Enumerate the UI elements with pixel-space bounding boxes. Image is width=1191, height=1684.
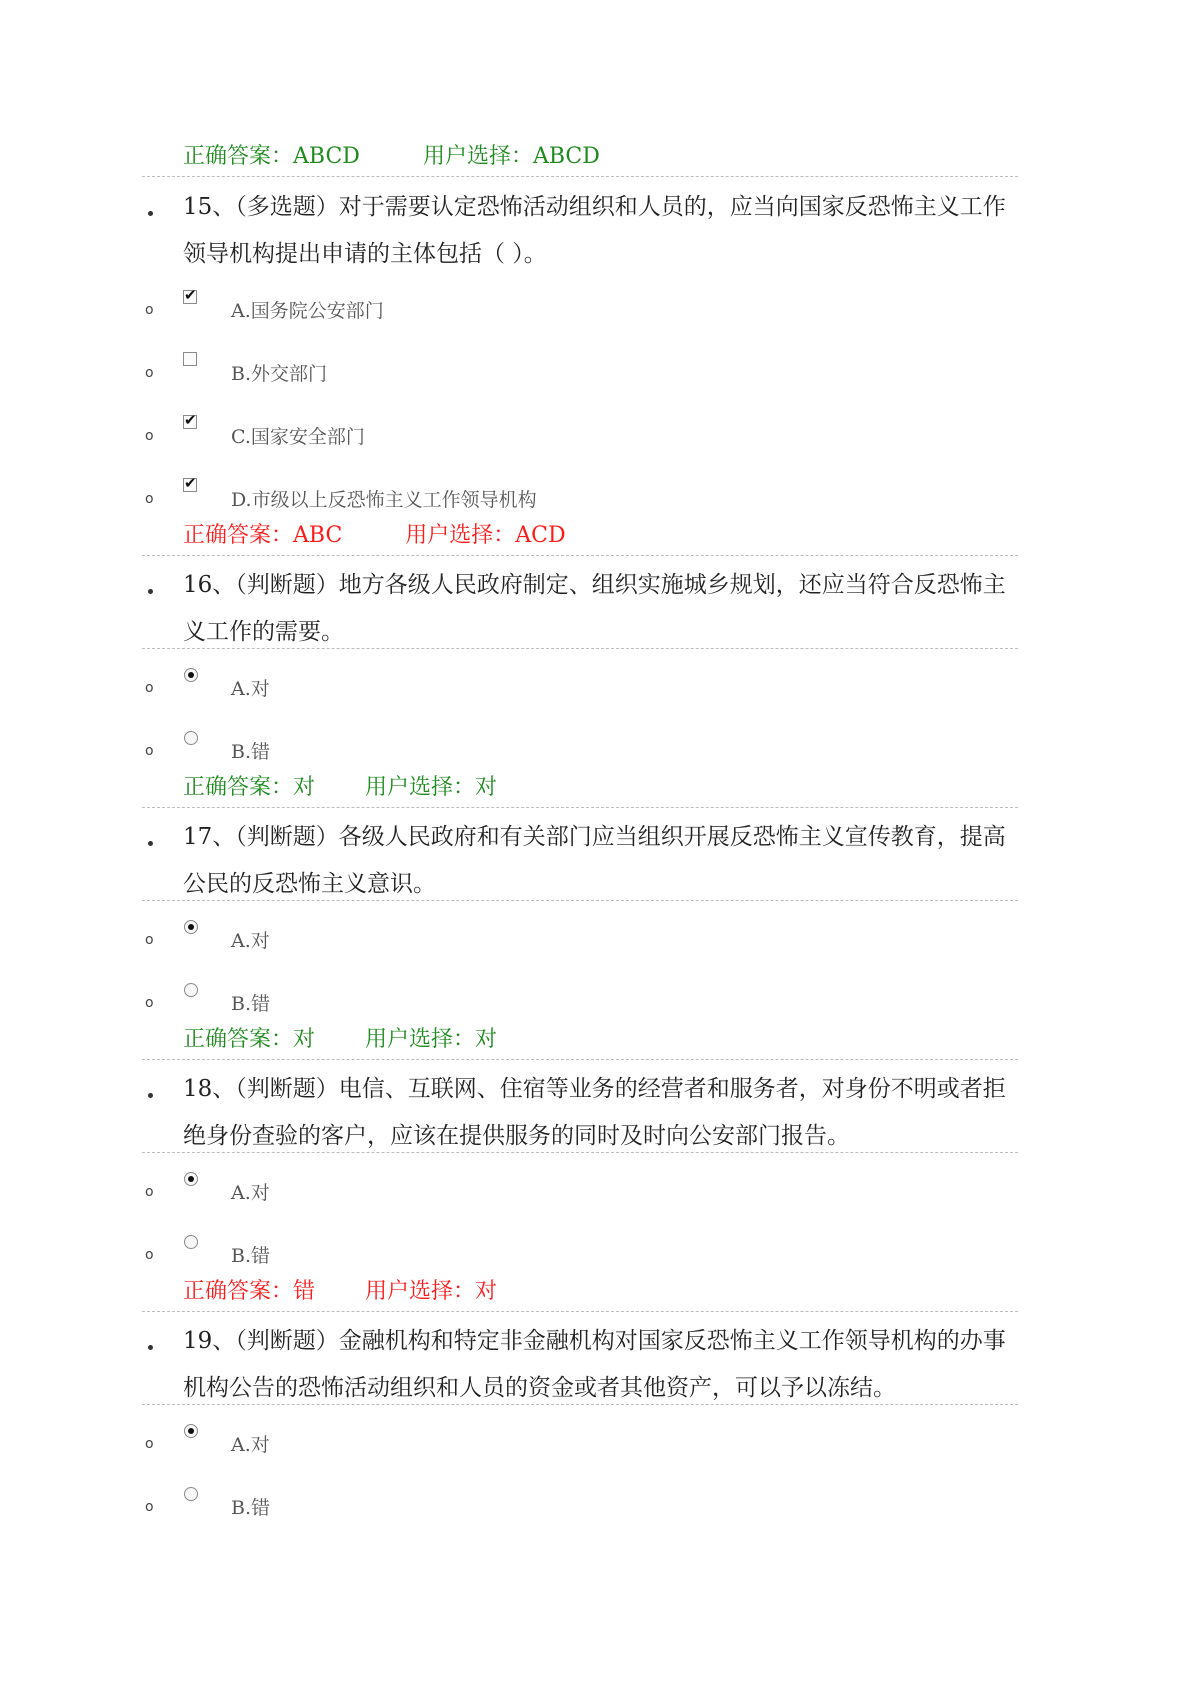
option-marker: o xyxy=(145,1499,154,1515)
option-marker: o xyxy=(145,428,154,444)
option-label: C.国家安全部门 xyxy=(231,426,365,448)
option-marker: o xyxy=(145,1247,154,1263)
question-17-text: 17、（判断题）各级人民政府和有关部门应当组织开展反恐怖主义宣传教育，提高公民的反恐怖主义意识。 xyxy=(183,824,1006,897)
checkbox-checked-icon[interactable] xyxy=(183,478,197,492)
correct-answer: 正确答案：错 xyxy=(183,1279,316,1304)
radio-selected-icon[interactable] xyxy=(184,920,198,934)
bullet-icon xyxy=(147,210,155,218)
answer-line-16 xyxy=(183,773,497,803)
bullet-icon xyxy=(147,1344,155,1352)
divider xyxy=(142,1404,1018,1405)
option-label: B.错 xyxy=(231,993,271,1015)
option-marker: o xyxy=(145,995,154,1011)
divider xyxy=(142,1059,1018,1060)
option-label: B.错 xyxy=(231,741,271,763)
question-15-text: 15、（多选题）对于需要认定恐怖活动组织和人员的，应当向国家反恐怖主义工作领导机构提出申请的主体包括（ ）。 xyxy=(183,194,1006,267)
option-label: B.错 xyxy=(231,1497,271,1519)
radio-selected-icon[interactable] xyxy=(184,1172,198,1186)
radio-selected-icon[interactable] xyxy=(184,668,198,682)
checkbox-icon[interactable] xyxy=(183,352,197,366)
question-19-text: 19、（判断题）金融机构和特定非金融机构对国家反恐怖主义工作领导机构的办事机构公告的恐怖活动组织和人员的资金或者其他资产，可以予以冻结。 xyxy=(183,1328,1006,1401)
option-label: A.对 xyxy=(231,930,270,952)
bullet-icon xyxy=(147,840,155,848)
option-label: B.外交部门 xyxy=(231,363,328,385)
prev-answer-line xyxy=(183,142,600,172)
divider xyxy=(142,1152,1018,1153)
radio-icon[interactable] xyxy=(184,1487,198,1501)
option-label: D.市级以上反恐怖主义工作领导机构 xyxy=(231,489,537,511)
bullet-icon xyxy=(147,1092,155,1100)
option-label: A.国务院公安部门 xyxy=(231,300,384,322)
user-choice: 用户选择：对 xyxy=(365,1279,498,1304)
radio-icon[interactable] xyxy=(184,983,198,997)
divider xyxy=(142,555,1018,556)
option-label: A.对 xyxy=(231,678,270,700)
divider xyxy=(142,648,1018,649)
checkbox-checked-icon[interactable] xyxy=(183,290,197,304)
radio-selected-icon[interactable] xyxy=(184,1424,198,1438)
user-choice: 用户选择：ACD xyxy=(405,523,566,548)
user-choice: 用户选择：对 xyxy=(365,775,498,800)
option-marker: o xyxy=(145,1184,154,1200)
option-marker: o xyxy=(145,302,154,318)
user-choice: 用户选择：ABCD xyxy=(422,144,600,169)
correct-answer: 正确答案：对 xyxy=(183,775,316,800)
checkbox-checked-icon[interactable] xyxy=(183,415,197,429)
option-label: A.对 xyxy=(231,1182,270,1204)
question-18-text: 18、（判断题）电信、互联网、住宿等业务的经营者和服务者，对身份不明或者拒绝身份查验的客户，应该在提供服务的同时及时向公安部门报告。 xyxy=(183,1076,1006,1149)
question-16-text: 16、（判断题）地方各级人民政府制定、组织实施城乡规划，还应当符合反恐怖主义工作的需要。 xyxy=(183,572,1006,645)
divider xyxy=(142,176,1018,177)
answer-line-17 xyxy=(183,1025,497,1055)
option-marker: o xyxy=(145,743,154,759)
correct-answer: 正确答案：对 xyxy=(183,1027,316,1052)
option-marker: o xyxy=(145,680,154,696)
bullet-icon xyxy=(147,588,155,596)
option-label: A.对 xyxy=(231,1434,270,1456)
option-label: B.错 xyxy=(231,1245,271,1267)
divider xyxy=(142,1311,1018,1312)
correct-answer: 正确答案：ABCD xyxy=(183,144,360,169)
radio-icon[interactable] xyxy=(184,1235,198,1249)
correct-answer: 正确答案：ABC xyxy=(183,523,343,548)
divider xyxy=(142,900,1018,901)
answer-line-18 xyxy=(183,1277,497,1307)
answer-line-15 xyxy=(183,521,566,551)
option-marker: o xyxy=(145,932,154,948)
option-marker: o xyxy=(145,1436,154,1452)
divider xyxy=(142,807,1018,808)
radio-icon[interactable] xyxy=(184,731,198,745)
user-choice: 用户选择：对 xyxy=(365,1027,498,1052)
option-marker: o xyxy=(145,365,154,381)
option-marker: o xyxy=(145,491,154,507)
